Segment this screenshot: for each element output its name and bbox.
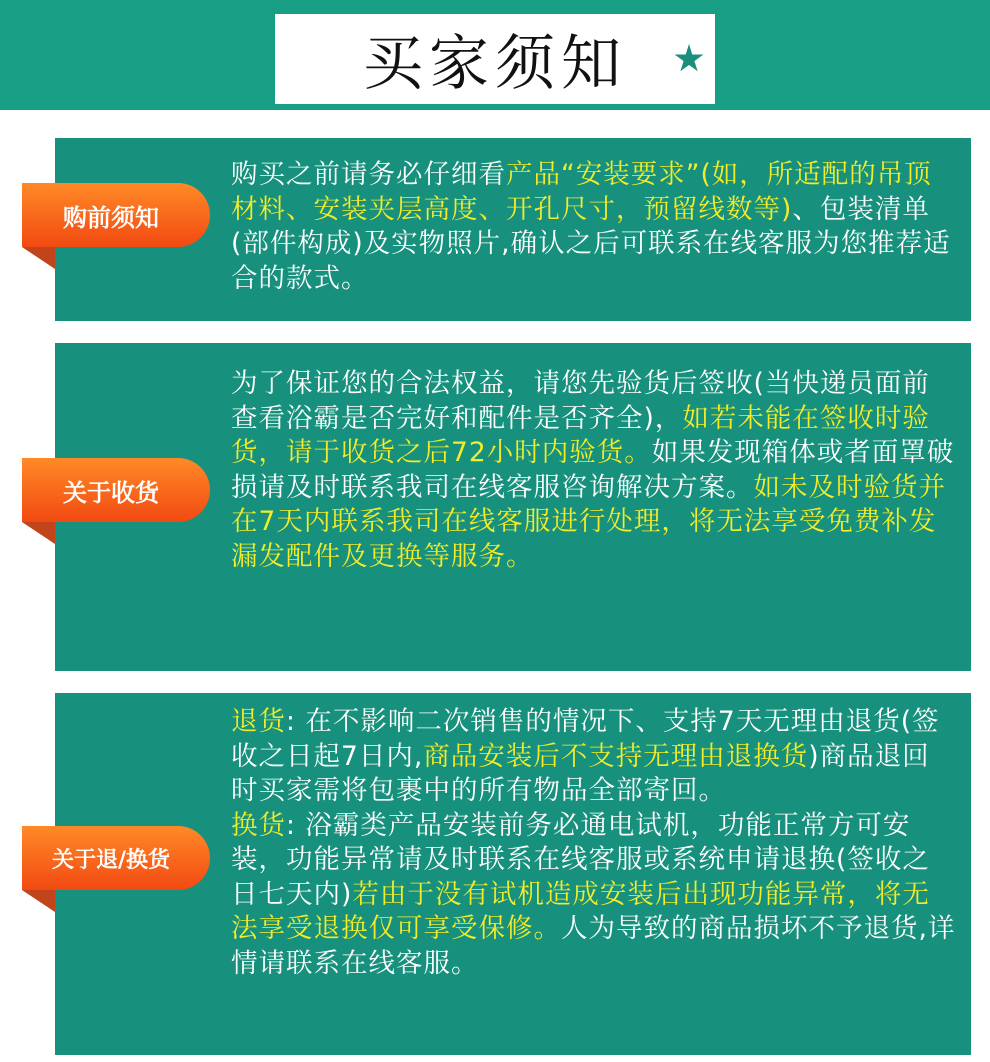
highlight-segment: 商品安装后不支持无理由退换货 bbox=[423, 740, 809, 772]
text-segment: : 浴霸类产品安装前务必通电试机，功能正常方可安装，功能异常请及时联系在线客服或系统申请退换(签收之日七天内) bbox=[231, 809, 930, 910]
section-tag: 关于退/换货 bbox=[22, 826, 210, 890]
text-segment: 人为导致的商品损坏不予退货,详情请联系在线客服。 bbox=[231, 913, 956, 979]
header-banner bbox=[0, 0, 990, 110]
exchange-paragraph bbox=[231, 809, 956, 982]
highlight-segment: 若由于没有试机造成安装后出现功能异常，将无法享受退换仅可享受保修。 bbox=[231, 878, 930, 944]
highlight-segment: 如若未能在签收时验货，请于收货之后72小时内验货。 bbox=[231, 402, 930, 468]
section-tag: 购前须知 bbox=[22, 183, 210, 247]
highlight-segment: 如未及时验货并在7天内联系我司在线客服进行处理，将无法享受免费补发漏发配件及更换等服务。 bbox=[231, 471, 946, 572]
text-segment: : 在不影响二次销售的情况下、支持7天无理由退货(签收之日起7日内, bbox=[231, 706, 940, 772]
return-paragraph bbox=[231, 705, 956, 809]
text-segment: )商品退回时买家需将包裹中的所有物品全部寄回。 bbox=[231, 740, 930, 806]
text-segment: 为了保证您的合法权益，请您先验货后签收(当快递员面前查看浴霸是否完好和配件是否齐全)， bbox=[231, 368, 930, 434]
title-box bbox=[275, 14, 715, 104]
tag-fold bbox=[22, 522, 55, 544]
section-tag: 关于收货 bbox=[22, 458, 210, 522]
section-body bbox=[231, 367, 956, 574]
section-body bbox=[231, 158, 956, 296]
highlight-segment: 退货 bbox=[231, 706, 286, 737]
text-segment: 、包装清单(部件构成)及实物照片,确认之后可联系在线客服为您推荐适合的款式。 bbox=[231, 193, 951, 294]
page-title: 买家须知 bbox=[363, 29, 627, 99]
text-segment: 购买之前请务必仔细看 bbox=[231, 159, 506, 190]
tag-fold bbox=[22, 890, 55, 912]
highlight-segment: 产品“安装要求”(如，所适配的吊顶材料、安装夹层高度、开孔尺寸，预留线数等) bbox=[231, 159, 932, 225]
section-body bbox=[231, 705, 956, 981]
tag-fold bbox=[22, 247, 55, 269]
highlight-segment: 换货 bbox=[231, 809, 286, 841]
text-segment: 如果发现箱体或者面罩破损请及时联系我司在线客服咨询解决方案。 bbox=[231, 437, 955, 503]
